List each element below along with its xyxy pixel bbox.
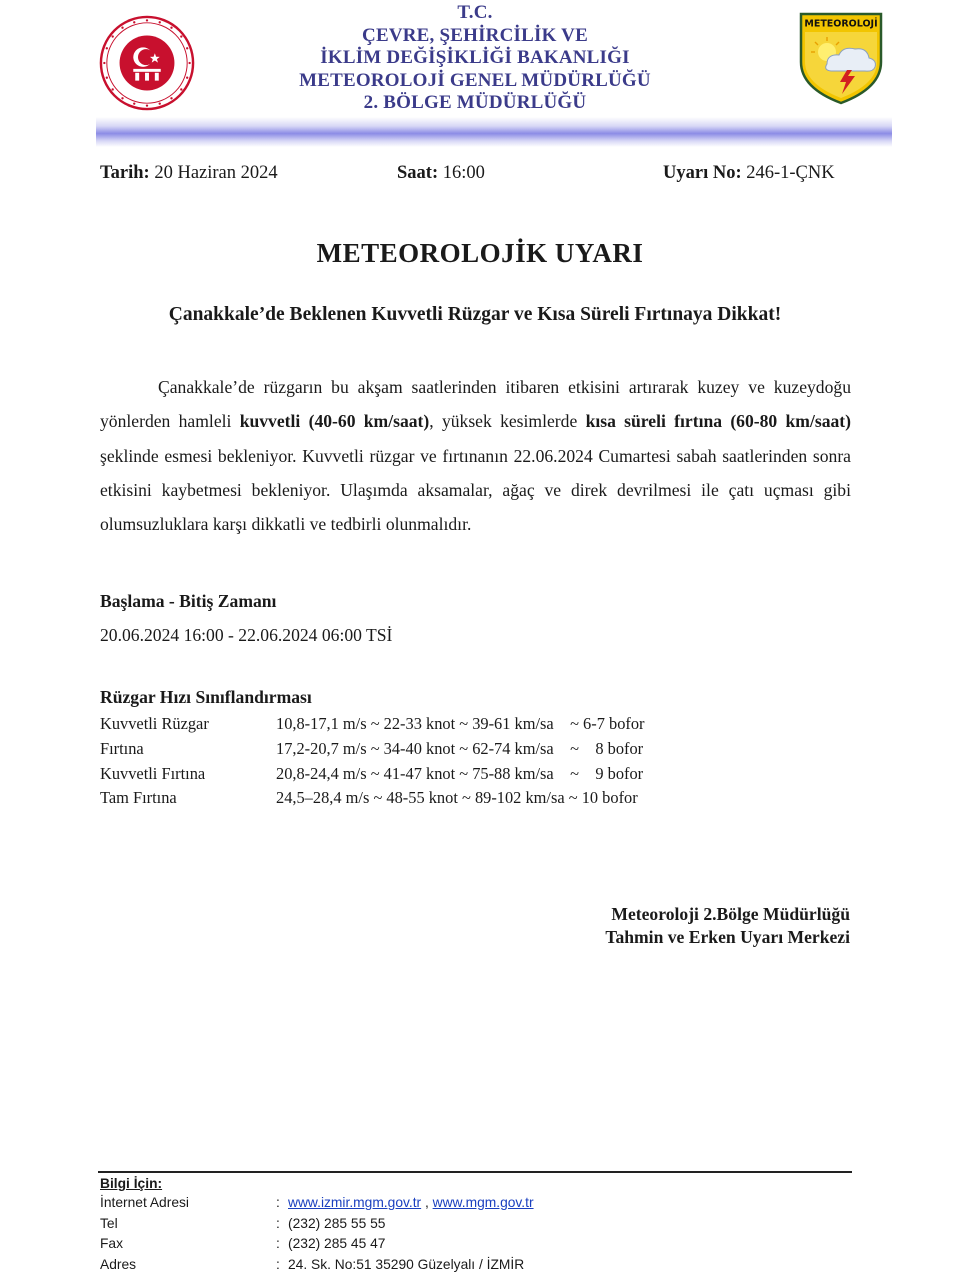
ministry-seal-icon: [98, 14, 196, 112]
mgm-link[interactable]: www.mgm.gov.tr: [432, 1195, 534, 1210]
body-bold-text: kısa süreli fırtına (60-80 km/saat): [585, 411, 852, 432]
header-organization: [250, 2, 700, 115]
period-label: Başlama - Bitiş Zamanı: [100, 591, 277, 611]
footer-label: Adres: [100, 1256, 137, 1272]
wind-class-name: Kuvvetli Rüzgar: [100, 714, 209, 733]
footer-separator: :: [276, 1215, 280, 1231]
wind-classification-title: Rüzgar Hızı Sınıflandırması: [100, 687, 312, 707]
warning-number-field: [663, 163, 835, 184]
signature-line: Meteoroloji 2.Bölge Müdürlüğü: [611, 904, 850, 924]
body-text: Çanakkale’de rüzgarın bu akşam saatlerinden itibaren etkisini artırarak kuzey ve kuzeydoğu yönlerden hamleli: [100, 377, 851, 432]
footer-contact: [100, 1174, 534, 1275]
warning-number-value: 246-1-ÇNK: [746, 163, 835, 183]
signature-line: Tahmin ve Erken Uyarı Merkezi: [605, 927, 850, 947]
document-title: METEOROLOJİK UYARI: [316, 238, 644, 268]
header-line: 2. BÖLGE MÜDÜRLÜĞÜ: [363, 92, 587, 113]
footer-tel-value: (232) 285 55 55: [288, 1215, 386, 1231]
logo-text: METEOROLOJİ: [804, 18, 878, 30]
table-row: [100, 762, 645, 787]
wind-class-values: 10,8-17,1 m/s ~ 22-33 knot ~ 39-61 km/sa ~ 6-7 bofor: [276, 714, 645, 733]
footer-title: Bilgi İçin:: [100, 1176, 163, 1191]
meteoroloji-shield-icon: [797, 10, 885, 106]
date-value: 20 Haziran 2024: [154, 163, 278, 183]
wind-class-values: 20,8-24,4 m/s ~ 41-47 knot ~ 75-88 km/sa ~ 9 bofor: [276, 763, 644, 783]
footer-tel-row: [100, 1214, 534, 1235]
footer-fax-row: [100, 1234, 534, 1255]
footer-divider: [98, 1171, 852, 1173]
wind-class-name: Fırtına: [100, 738, 144, 758]
warning-number-label: Uyarı No:: [663, 163, 742, 183]
footer-fax-value: (232) 285 45 47: [288, 1236, 386, 1251]
footer-label: Tel: [100, 1215, 118, 1231]
time-value: 16:00: [442, 163, 485, 183]
body-text: , yüksek kesimlerde: [429, 411, 586, 432]
time-label: Saat:: [397, 163, 439, 183]
wind-class-values: 17,2-20,7 m/s ~ 34-40 knot ~ 62-74 km/sa ~ 8 bofor: [276, 738, 644, 758]
table-row: [100, 712, 645, 737]
warning-paragraph: [100, 370, 851, 541]
footer-separator: :: [276, 1236, 280, 1251]
header-line: METEOROLOJİ GENEL MÜDÜRLÜĞÜ: [299, 69, 651, 91]
footer-address-value: 24. Sk. No:51 35290 Güzelyalı / İZMİR: [288, 1256, 525, 1272]
document-subtitle: Çanakkale’de Beklenen Kuvvetli Rüzgar ve Kısa Süreli Fırtınaya Dikkat!: [168, 304, 782, 325]
table-row: [100, 786, 645, 811]
body-text: şeklinde esmesi bekleniyor. Kuvvetli rüzgar ve fırtınanın 22.06.2024 Cumartesi sabah saatlerinden sonra etkisini kaybetmesi bekleniyor. Ulaşımda aksamalar, ağaç ve direk devrilmesi ile çatı uçması gibi olumsuzluklara karşı dikkatli ve tedbirli olunmalıdır.: [100, 445, 851, 535]
body-bold-text: kuvvetli (40-60 km/saat): [239, 411, 430, 432]
header-line: T.C.: [457, 2, 493, 23]
footer-label: Fax: [100, 1236, 123, 1251]
period-value: 20.06.2024 16:00 - 22.06.2024 06:00 TSİ: [100, 625, 393, 645]
header-band: [96, 117, 892, 147]
izmir-mgm-link[interactable]: www.izmir.mgm.gov.tr: [288, 1195, 422, 1210]
footer-internet-row: [100, 1193, 534, 1214]
table-row: [100, 737, 645, 762]
wind-class-name: Tam Fırtına: [100, 788, 177, 808]
date-field: [100, 163, 278, 184]
footer-separator: :: [276, 1195, 280, 1210]
link-separator: ,: [421, 1195, 433, 1210]
wind-classification-table: [100, 712, 645, 811]
footer-address-row: [100, 1255, 534, 1275]
header-line: ÇEVRE, ŞEHİRCİLİK VE: [362, 24, 588, 46]
header-line: İKLİM DEĞİŞİKLİĞİ BAKANLIĞI: [320, 47, 630, 68]
date-label: Tarih:: [100, 163, 150, 183]
wind-class-values: 24,5–28,4 m/s ~ 48-55 knot ~ 89-102 km/sa ~ 10 bofor: [276, 788, 638, 808]
wind-class-name: Kuvvetli Fırtına: [100, 763, 206, 783]
footer-label: İnternet Adresi: [100, 1195, 189, 1210]
time-field: [397, 163, 485, 184]
signature-block: [605, 903, 850, 949]
footer-separator: :: [276, 1256, 280, 1272]
